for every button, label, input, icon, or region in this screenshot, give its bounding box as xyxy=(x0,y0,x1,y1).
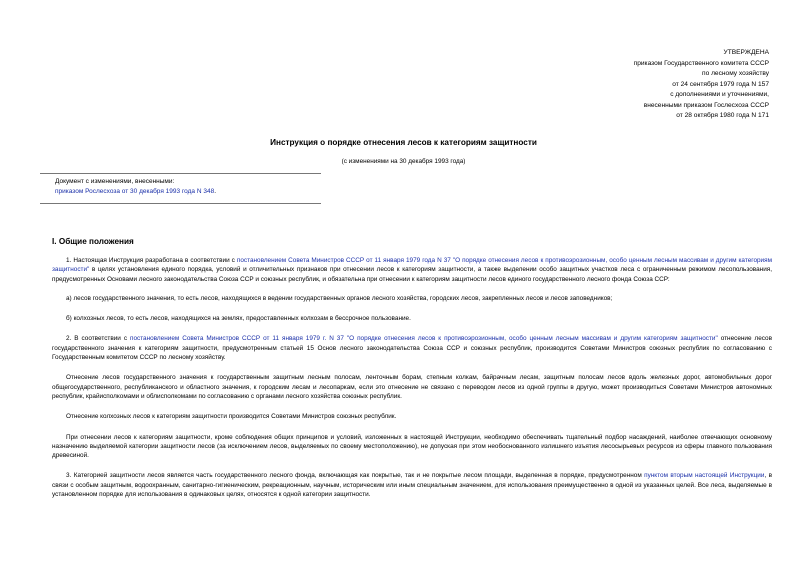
note-divider-bottom xyxy=(40,203,321,204)
paragraph-1b: б) колхозных лесов, то есть лесов, находящихся на землях, предоставленных колхозам в бессрочное пользование. xyxy=(66,315,411,323)
approval-line: с дополнениями и уточнениями, xyxy=(670,91,769,98)
approval-line: от 24 сентября 1979 года N 157 xyxy=(672,80,769,88)
document-title: Инструкция о порядке отнесения лесов к категориям защитности xyxy=(270,138,537,147)
paragraph-4: Отнесение колхозных лесов к категориям защитности производится Советами Министров союзных республик. xyxy=(66,413,397,421)
clause-two-link[interactable]: пунктом вторым настоящей Инструкции xyxy=(644,472,765,480)
approval-line: УТВЕРЖДЕНА xyxy=(723,49,769,56)
amendment-note xyxy=(55,177,325,197)
paragraph-1: 1. Настоящая Инструкция разработана в соответствии с постановлением Совета Министров СССР от 11 января 1979 года N 37 "О порядке отнесения лесов к противоэрозионным, особо ценным лесным массивам и другим категориям защитности" в целях установления единого порядка, условий и отличительных признаков при отнесении лесов к категориям защитности, а также выделении особо защитных участков леса с ограниченным режимом лесопользования, предусмотренных Основами лесного законодательства Союза ССР и союзных республик, и обязательна при отнесении к категориям защитности лесов единого государственного лесного фонда Союза ССР: xyxy=(52,257,772,283)
amendment-note-label: Документ с изменениями, внесенными: xyxy=(55,178,175,185)
approval-line: от 28 октября 1980 года N 171 xyxy=(676,112,769,119)
paragraph-3: Отнесение лесов государственного значения к государственным защитным лесным полосам, ленточным борам, степным колкам, байрачным лесам, защитным полосам лесов вдоль железных дорог, автомобильных дорог общегосударственного, республиканского и областного значения, к городским лесам и лесопаркам, если это отнесение не связано с переводом лесов из одной группы в другую, может производиться Советами Министров автономных республик, крайисполкомами и облисполкомами по согласованию с органами лесного хозяйства союзных республик. xyxy=(52,374,772,400)
paragraph-1a: а) лесов государственного значения, то есть лесов, находящихся в ведении государственных органов лесного хозяйства, городских лесов, закрепленных лесов и лесов заповедников; xyxy=(66,294,613,302)
amendment-order-link[interactable]: приказом Рослесхоза от 30 декабря 1993 года N 348 xyxy=(55,188,215,195)
section-title: I. Общие положения xyxy=(52,237,134,246)
resolution-link-2[interactable]: постановлением Совета Министров СССР от 11 января 1979 г. N 37 "О порядке отнесения лесов к противоэрозионным, особо ценным лесным массивам и другим категориям защитности" xyxy=(129,335,718,343)
note-divider-top xyxy=(40,173,321,174)
document-subtitle: (с изменениями на 30 декабря 1993 года) xyxy=(341,158,466,165)
approval-line: приказом Государственного комитета СССР xyxy=(633,59,769,67)
document-body xyxy=(52,256,772,499)
approval-stamp xyxy=(509,48,769,122)
amendment-note-suffix: . xyxy=(214,188,217,195)
approval-line: по лесному хозяйству xyxy=(702,70,769,77)
paragraph-5: При отнесении лесов к категориям защитности, кроме соблюдения общих принципов и условий, изложенных в настоящей Инструкции, необходимо обеспечивать тщательный подбор насаждений, наиболее отвечающих основному назначению выделяемой категории защитности лесов (за исключением лесов, выделяемых по своему местоположению), не допуская при этом необоснованного излишнего изъятия лесосырьевых ресурсов из сферы главного пользования древесиной. xyxy=(52,433,772,460)
paragraph-6: 3. Категорией защитности лесов является часть государственного лесного фонда, включающая как покрытые, так и не покрытые лесом площади, выделенная в порядке, предусмотренном пунктом вторым настоящей Инструкции, в связи с особым защитным, водоохранным, санитарно-гигиеническим, рекреационным, научным, историческим или иным специальным значением, для использования преимущественно в одной из указанных целей. Все леса, выделяемые в установленном порядке для использования в одинаковых целях, относятся к одной категории защитности. xyxy=(52,472,772,499)
approval-line: внесенными приказом Гослесхоза СССР xyxy=(643,101,769,109)
paragraph-2: 2. В соответствии с постановлением Совета Министров СССР от 11 января 1979 г. N 37 "О порядке отнесения лесов к противоэрозионным, особо ценным лесным массивам и другим категориям защитности" отнесение лесов государственного значения к категориям защитности, предусмотренным статьей 15 Основ лесного законодательства Союза ССР и союзных республик, производится Советами Министров союзных республик по согласованию с Государственным комитетом СССР по лесному хозяйству. xyxy=(52,335,772,362)
resolution-link-1[interactable]: постановлением Совета Министров СССР от 11 января 1979 года N 37 "О порядке отнесения лесов к противоэрозионным, особо ценным лесным массивам и другим категориям защитности" xyxy=(52,257,772,274)
